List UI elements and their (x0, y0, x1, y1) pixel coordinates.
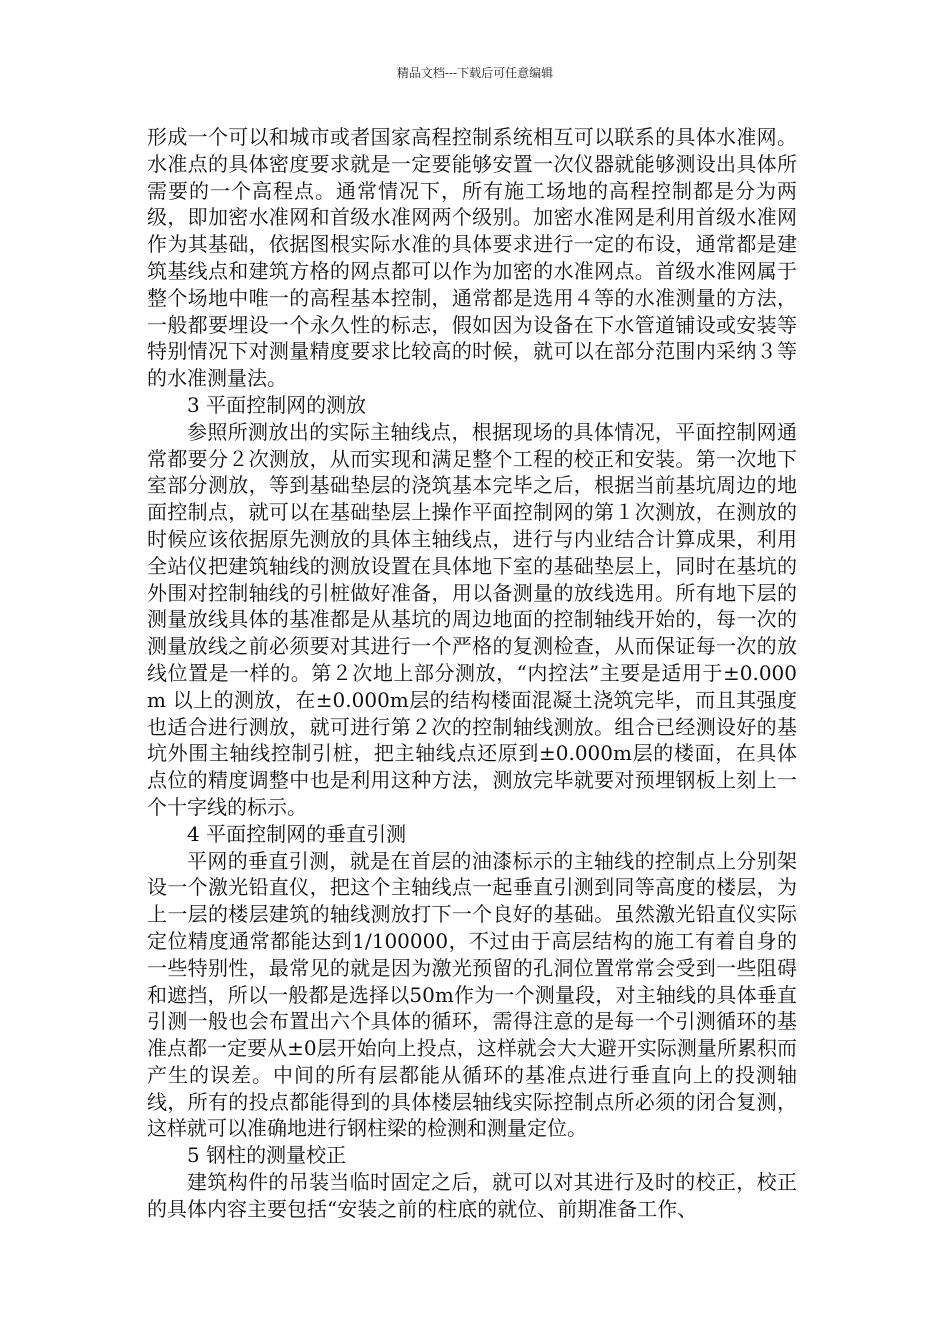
paragraph-leveling-network: 形成一个可以和城市或者国家高程控制系统相互可以联系的具体水准网。水准点的具体密度要求就是一定要能够安置一次仪器就能够测设出具体所需要的一个高程点。通常情况下，所有施工场地的高程控制都是分为两级，即加密水准网和首级水准网两个级别。加密水准网是利用首级水准网作为其基础，依据图根实际水准的具体要求进行一定的布设，通常都是建筑基线点和建筑方格的网点都可以作为加密的水准网点。首级水准网属于整个场地中唯一的高程基本控制，通常都是选用４等的水准测量的方法，一般都要埋设一个永久性的标志，假如因为设备在下水管道铺设或安装等特别情况下对测量精度要求比较高的时候，就可以在部分范围内采纳３等的水准测量法。 (147, 125, 797, 391)
section-heading-5: 5 钢柱的测量校正 (187, 1143, 347, 1168)
paragraph-plane-control-survey: 参照所测放出的实际主轴线点，根据现场的具体情况，平面控制网通常都要分２次测放，从而实现和满足整个工程的校正和安装。第一次地下室部分测放，等到基础垫层的浇筑基本完毕之后，根据当前基坑周边的地面控制点，就可以在基础垫层上操作平面控制网的第１次测放，在测放的时候应该依据原先测放的具体主轴线点，进行与内业结合计算成果，利用全站仪把建筑轴线的测放设置在具体地下室的基础垫层上，同时在基坑的外围对控制轴线的引桩做好准备，用以备测量的放线选用。所有地下层的测量放线具体的基准都是从基坑的周边地面的控制轴线开始的，每一次的测量放线之前必须要对其进行一个严格的复测检查，从而保证每一次的放线位置是一样的。第２次地上部分测放，“内控法”主要是适用于±0.000m 以上的测放，在±0.000m层的结构楼面混凝土浇筑完毕，而且其强度也适合进行测放，就可进行第２次的控制轴线测放。组合已经测设好的基坑外围主轴线控制引桩，把主轴线点还原到±0.000m层的楼面，在具体点位的精度调整中也是利用这种方法，测放完毕就要对预埋钢板上刻上一个十字线的标示。 (147, 419, 797, 819)
document-body (147, 124, 797, 1223)
paragraph-column-correction: 建筑构件的吊装当临时固定之后，就可以对其进行及时的校正，校正的具体内容主要包括“安装之前的柱底的就位、前期准备工作、 (147, 1170, 797, 1221)
section-heading-3: 3 平面控制网的测放 (187, 392, 367, 417)
paragraph-vertical-transfer: 平网的垂直引测，就是在首层的油漆标示的主轴线的控制点上分别架设一个激光铅直仪，把这个主轴线点一起垂直引测到同等高度的楼层，为上一层的楼层建筑的轴线测放打下一个良好的基础。虽然激光铅直仪实际定位精度通常都能达到1/100000，不过由于高层结构的施工有着自身的一些特别性，最常见的就是因为激光预留的孔洞位置常常会受到一些阻碍和遮挡，所以一般都是选择以50m作为一个测量段，对主轴线的具体垂直引测一般也会布置出六个具体的循环，需得注意的是每一个引测循环的基准点都一定要从±0层开始向上投点，这样就会大大避开实际测量所累积而产生的误差。中间的所有层都能从循环的基准点进行垂直向上的投测轴线，所有的投点都能得到的具体楼层轴线实际控制点所必须的闭合复测，这样就可以准确地进行钢柱梁的检测和测量定位。 (147, 848, 797, 1141)
page-header: 精品文档---下载后可任意编辑 (396, 66, 554, 80)
section-heading-4: 4 平面控制网的垂直引测 (187, 821, 407, 846)
